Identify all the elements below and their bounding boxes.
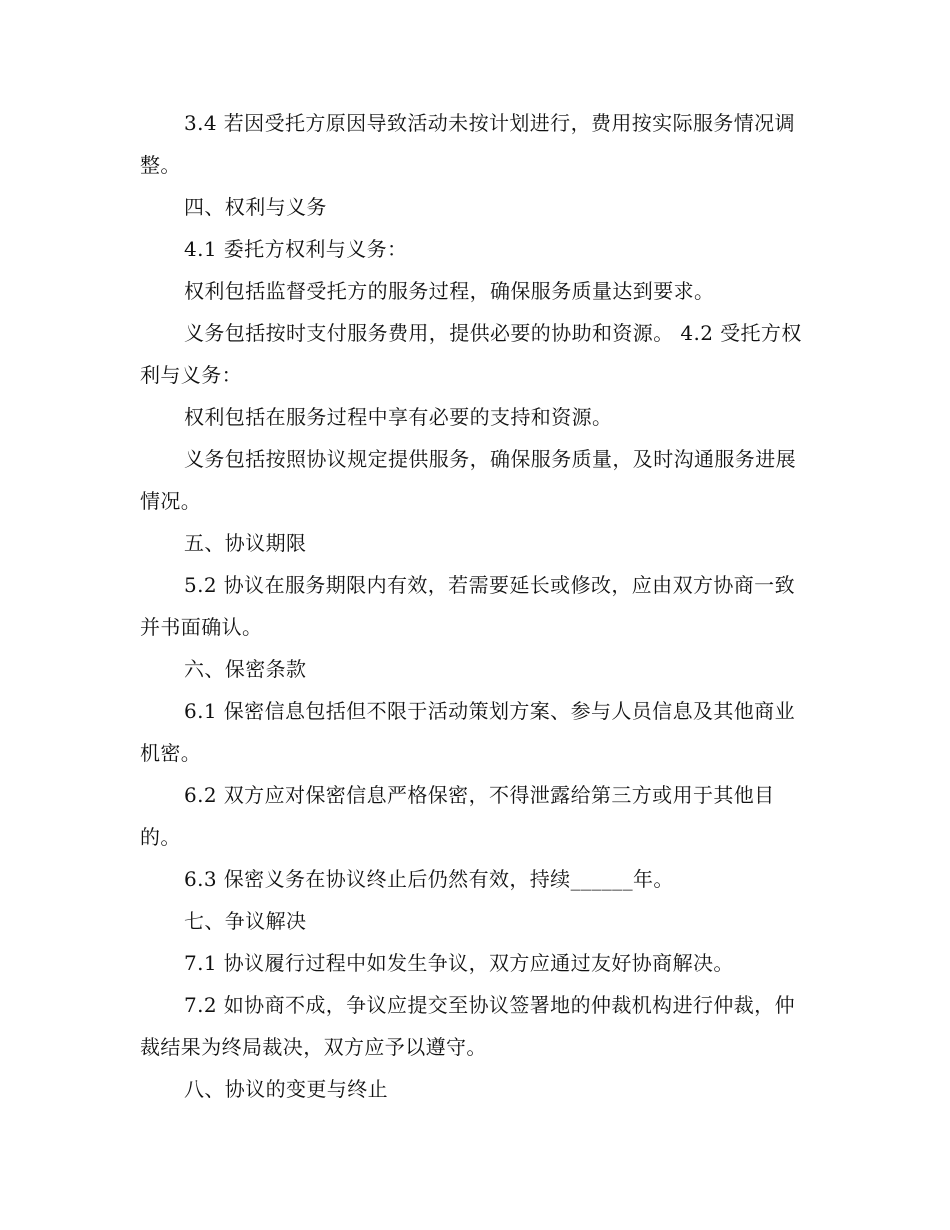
section-heading-modification: 八、协议的变更与终止 — [184, 1077, 388, 1101]
clause-7-2: 7.2 如协商不成，争议应提交至协议签署地的仲裁机构进行仲裁，仲裁结果为终局裁决，双方应予以遵守。 — [140, 993, 795, 1059]
clause-6-2: 6.2 双方应对保密信息严格保密，不得泄露给第三方或用于其他目的。 — [140, 783, 775, 849]
clause-4-1-obligations: 义务包括按时支付服务费用，提供必要的协助和资源。 4.2 受托方权利与义务： — [140, 321, 802, 387]
document-body — [140, 102, 810, 1110]
section-heading-confidentiality: 六、保密条款 — [184, 657, 307, 681]
clause-4-1-rights: 权利包括监督受托方的服务过程，确保服务质量达到要求。 — [184, 279, 715, 303]
clause-3-4: 3.4 若因受托方原因导致活动未按计划进行，费用按实际服务情况调整。 — [140, 111, 795, 177]
clause-7-1: 7.1 协议履行过程中如发生争议，双方应通过友好协商解决。 — [184, 951, 734, 975]
clause-4-2-rights: 权利包括在服务过程中享有必要的支持和资源。 — [184, 405, 613, 429]
clause-6-3: 6.3 保密义务在协议终止后仍然有效，持续______年。 — [184, 867, 674, 891]
clause-5-2: 5.2 协议在服务期限内有效，若需要延长或修改，应由双方协商一致并书面确认。 — [140, 573, 795, 639]
section-heading-rights-obligations: 四、权利与义务 — [184, 195, 327, 219]
clause-4-2-obligations: 义务包括按照协议规定提供服务，确保服务质量，及时沟通服务进展情况。 — [140, 447, 796, 513]
section-heading-term: 五、协议期限 — [184, 531, 307, 555]
section-heading-dispute: 七、争议解决 — [184, 909, 307, 933]
clause-6-1: 6.1 保密信息包括但不限于活动策划方案、参与人员信息及其他商业机密。 — [140, 699, 795, 765]
clause-4-1: 4.1 委托方权利与义务： — [184, 237, 408, 261]
